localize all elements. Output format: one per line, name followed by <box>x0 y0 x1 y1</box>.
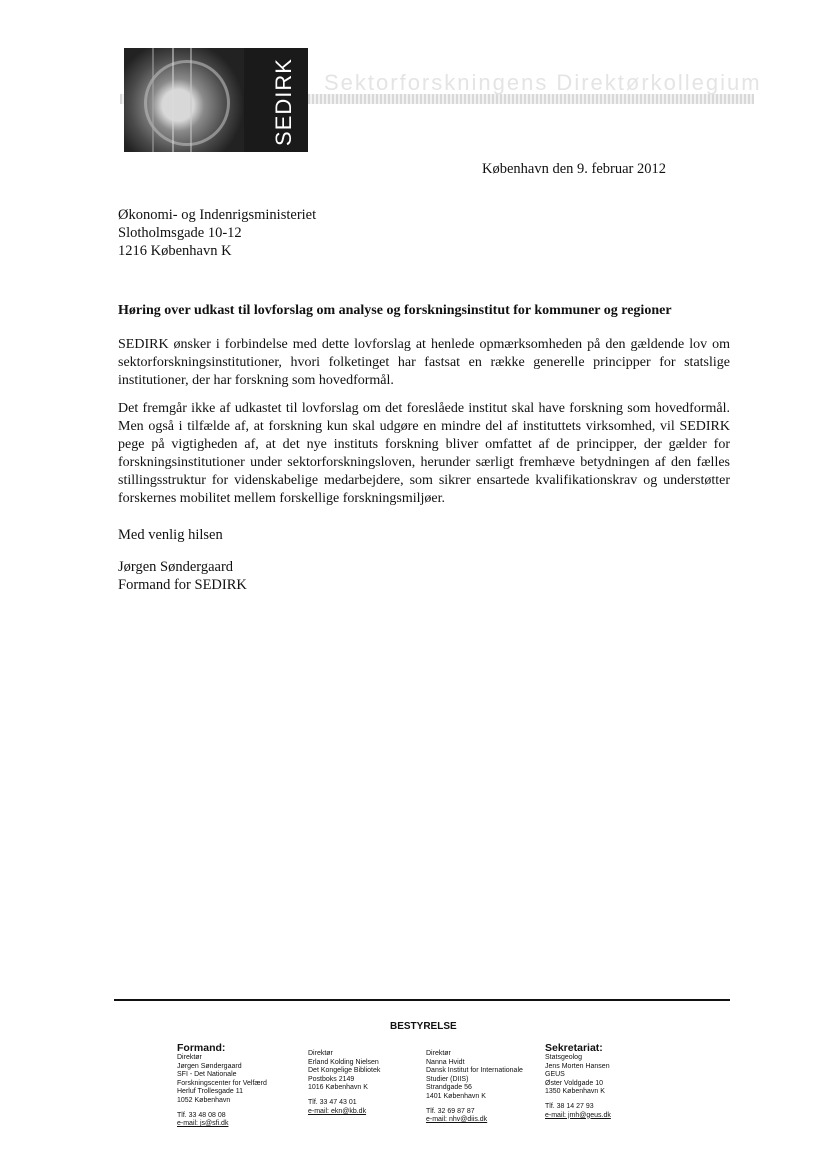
secretariat-line: Jens Morten Hansen <box>545 1062 610 1070</box>
recipient-city: 1216 København K <box>118 243 232 259</box>
chair-line: 1052 København <box>177 1096 231 1104</box>
letter-subject: Høring over udkast til lovforslag om analyse og forskningsinstitut for kommuner og regioner <box>118 303 672 318</box>
body-paragraph-2: Det fremgår ikke af udkastet til lovforslag om det foreslåede institut skal have forskning som hovedformål. Men også i tilfælde af, at forskning kun skal udgøre en mindre del af instituttets virksomhed, vil SEDIRK pege på vigtigheden af, at det nye instituts forskning bliver omfattet af de principper, der gælder for forskningsinstitutioner under sektorforskningsloven, herunder særligt fremhæve betydningen af den fælles stillingsstruktur for videnskabelige medarbejdere, som sikrer ensartede kvalifikationskrav og understøtter forskernes mobilitet mellem forskellige forskningsmiljøer. <box>118 401 730 506</box>
secretariat-heading: Sekretariat: <box>545 1042 603 1054</box>
signer-name: Jørgen Søndergaard <box>118 559 234 575</box>
secretariat-line: Statsgeolog <box>545 1054 582 1061</box>
board-heading: BESTYRELSE <box>390 1021 457 1032</box>
member2-line: Dansk Institut for Internationale <box>426 1067 523 1075</box>
secretariat-line: GEUS <box>545 1071 565 1079</box>
body-paragraph-1: SEDIRK ønsker i forbindelse med dette lovforslag at henlede opmærksomheden på den gældende lov om sektorforskningsinstitutioner, hvori folketinget har fastsat en række generelle principper for statslige institutioner, der har forskning som hovedformål. <box>118 337 730 388</box>
logo-text: SEDIRK <box>271 58 297 146</box>
recipient-name: Økonomi- og Indenrigsministeriet <box>118 207 317 223</box>
chair-heading: Formand: <box>177 1042 226 1054</box>
member2-phone: Tlf. 32 69 87 87 <box>426 1107 475 1115</box>
chair-line: Forskningscenter for Velfærd <box>177 1079 267 1087</box>
member2-line: Nanna Hvidt <box>426 1058 465 1066</box>
footer-divider <box>114 999 730 1001</box>
member1-email-link[interactable]: e-mail: ekn@kb.dk <box>308 1107 367 1115</box>
organization-name: Sektorforskningens Direktørkollegium <box>324 70 762 95</box>
footer-member2-column <box>426 1050 523 1125</box>
member1-line: 1016 København K <box>308 1084 368 1092</box>
chair-phone: Tlf. 33 48 08 08 <box>177 1111 226 1119</box>
member2-line: Direktør <box>426 1050 451 1057</box>
secretariat-line: Øster Voldgade 10 <box>545 1079 603 1087</box>
logo-photo <box>124 48 244 152</box>
signature-block <box>118 558 247 594</box>
member2-line: Strandgade 56 <box>426 1084 472 1092</box>
chair-line: Herluf Trollesgade 11 <box>177 1088 244 1096</box>
secretariat-line: 1350 København K <box>545 1088 605 1096</box>
chair-line: SFI - Det Nationale <box>177 1071 237 1079</box>
chair-line: Direktør <box>177 1054 202 1061</box>
member1-line: Det Kongelige Bibliotek <box>308 1067 381 1075</box>
date-line: København den 9. februar 2012 <box>482 161 667 177</box>
recipient-address <box>118 206 316 260</box>
recipient-street: Slotholmsgade 10-12 <box>118 225 242 241</box>
member1-phone: Tlf. 33 47 43 01 <box>308 1098 357 1106</box>
sedirk-logo <box>124 48 308 152</box>
member1-line: Postboks 2149 <box>308 1075 355 1083</box>
member2-line: Studier (DIIS) <box>426 1075 469 1083</box>
footer-member1-column <box>308 1050 380 1116</box>
member2-email-link[interactable]: e-mail: nhv@diis.dk <box>426 1116 488 1124</box>
footer-chair-column <box>177 1042 267 1129</box>
member1-line: Direktør <box>308 1050 333 1057</box>
member1-line: Erland Kolding Nielsen <box>308 1058 379 1066</box>
signer-title: Formand for SEDIRK <box>118 577 247 593</box>
secretariat-email-link[interactable]: e-mail: jmh@geus.dk <box>545 1111 611 1119</box>
member2-line: 1401 København K <box>426 1092 486 1100</box>
secretariat-phone: Tlf. 38 14 27 93 <box>545 1102 594 1110</box>
chair-line: Jørgen Søndergaard <box>177 1062 242 1070</box>
closing: Med venlig hilsen <box>118 527 223 543</box>
footer-secretariat-column <box>545 1042 611 1120</box>
chair-email-link[interactable]: e-mail: js@sfi.dk <box>177 1120 229 1128</box>
